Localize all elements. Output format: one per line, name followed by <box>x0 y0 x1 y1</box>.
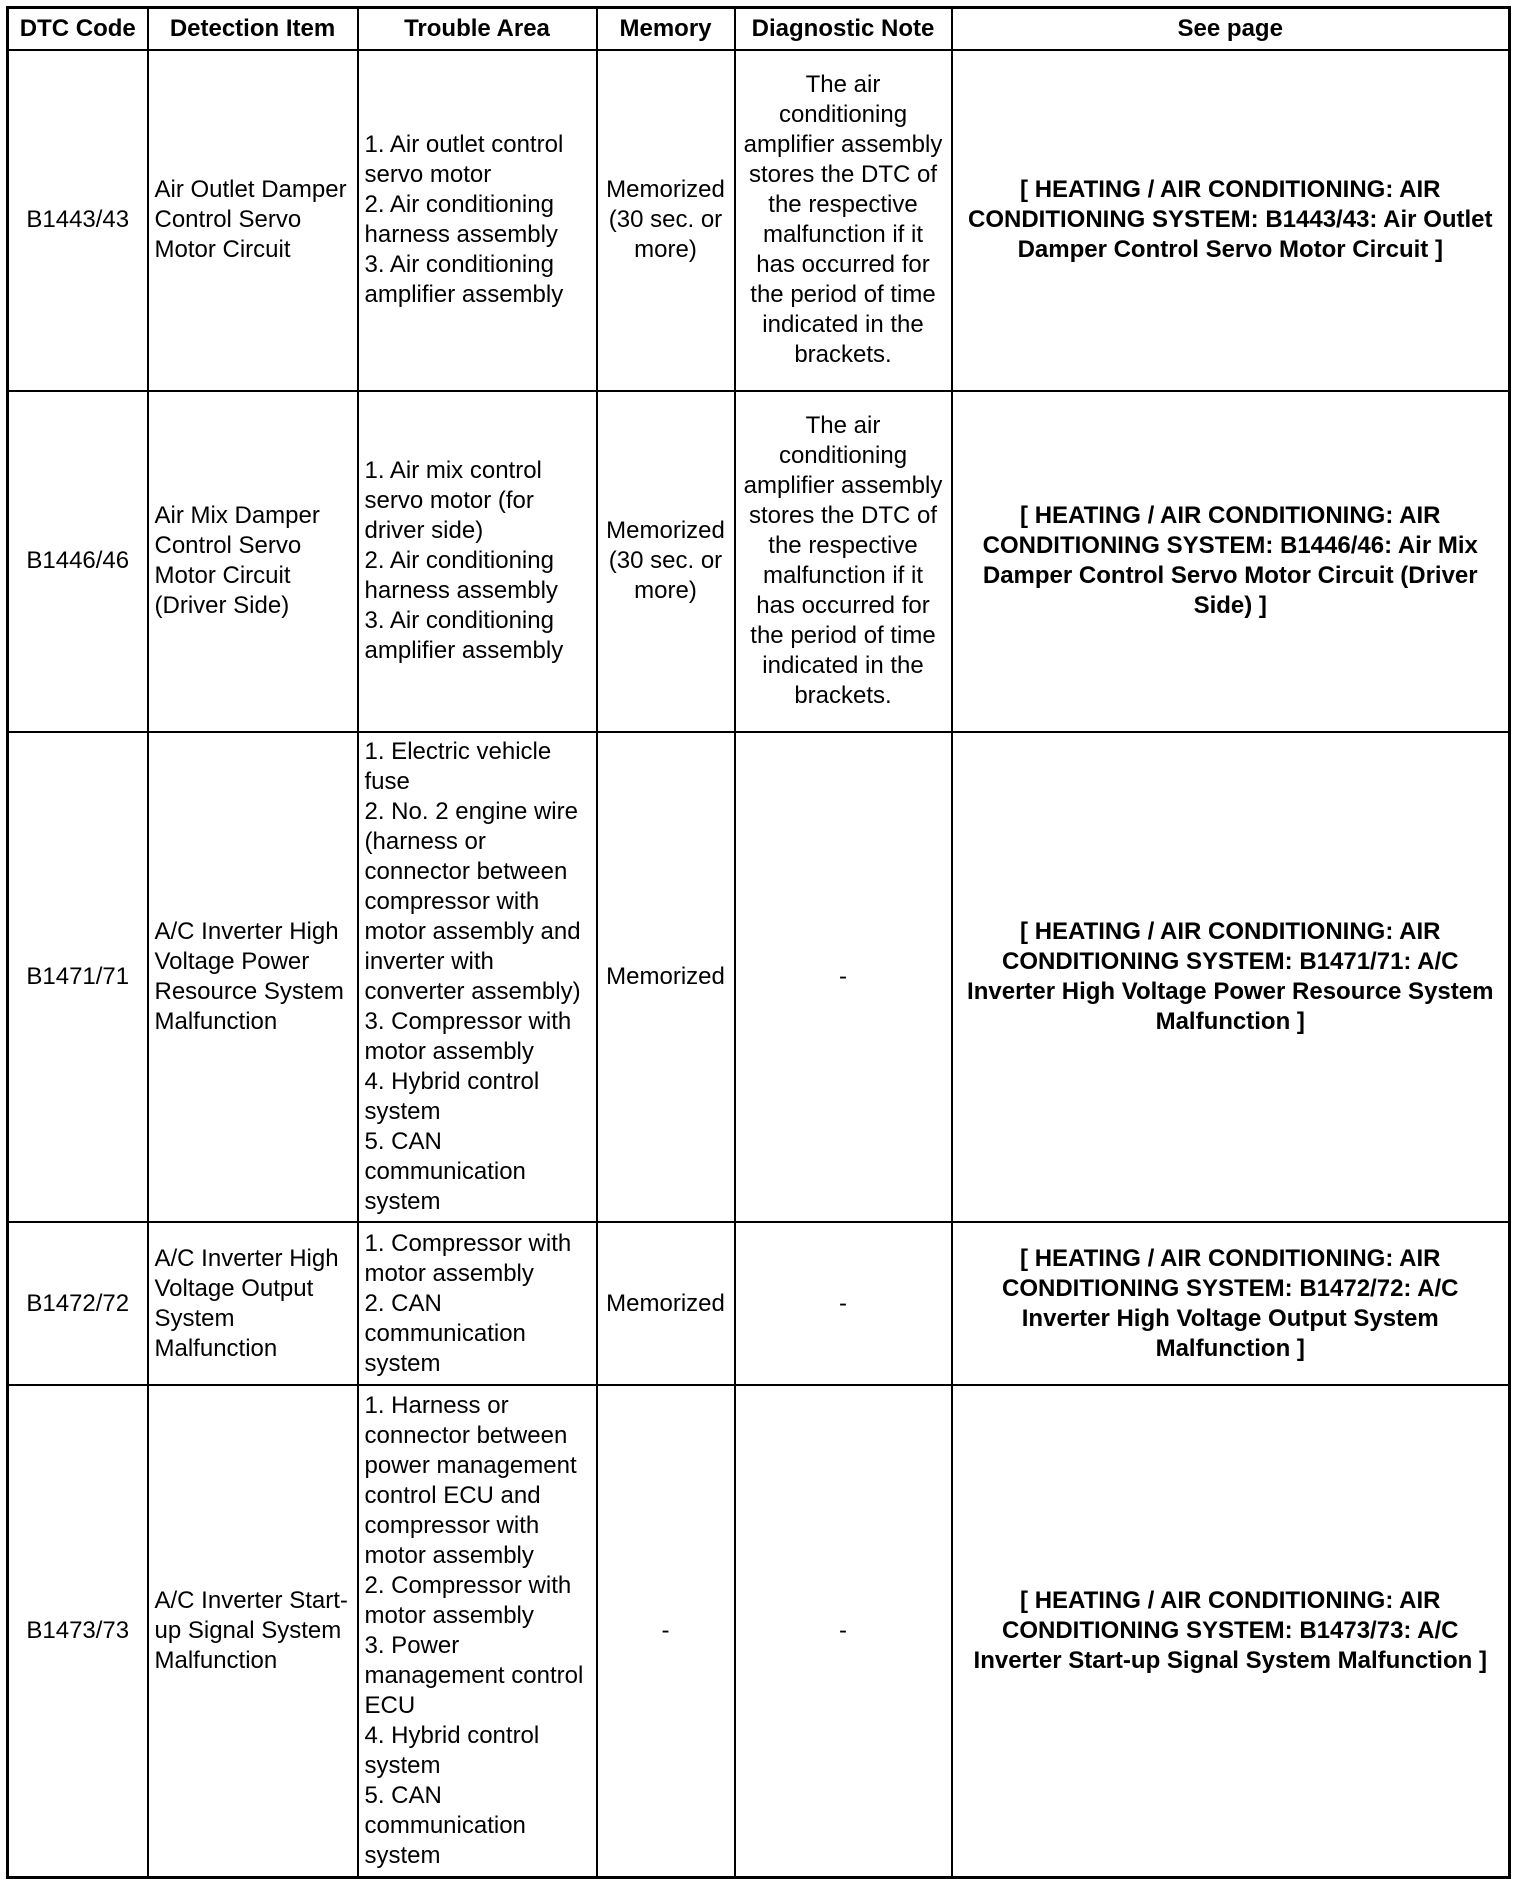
trouble-item: 1. Air outlet control servo motor <box>364 131 564 189</box>
header-memory: Memory <box>597 8 735 51</box>
trouble-item: 3. Air conditioning amplifier assembly <box>364 607 564 665</box>
trouble-item: 3. Power management control ECU <box>364 1632 584 1720</box>
see-page-link[interactable]: [ HEATING / AIR CONDITIONING: AIR CONDITIONING SYSTEM: B1443/43: Air Outlet Damper Control Servo Motor Circuit ] <box>952 50 1510 391</box>
trouble-item: 2. Air conditioning harness assembly <box>364 547 558 605</box>
trouble-area-cell <box>358 391 597 732</box>
dtc-code-cell: B1443/43 <box>8 50 148 391</box>
table-row <box>8 732 1510 1222</box>
header-detection-item: Detection Item <box>148 8 358 51</box>
detection-item-cell: A/C Inverter High Voltage Output System Malfunction <box>148 1222 358 1385</box>
trouble-area-cell <box>358 50 597 391</box>
diagnostic-note-cell: - <box>735 732 952 1222</box>
see-page-link[interactable]: [ HEATING / AIR CONDITIONING: AIR CONDITIONING SYSTEM: B1472/72: A/C Inverter High Voltage Output System Malfunction ] <box>952 1222 1510 1385</box>
trouble-item: 4. Hybrid control system <box>364 1067 540 1125</box>
dtc-code-cell: B1446/46 <box>8 391 148 732</box>
detection-item-cell: A/C Inverter High Voltage Power Resource System Malfunction <box>148 732 358 1222</box>
trouble-item: 2. Compressor with motor assembly <box>364 1572 572 1630</box>
diagnostic-note-cell: - <box>735 1222 952 1385</box>
trouble-item: 3. Air conditioning amplifier assembly <box>364 251 564 309</box>
trouble-item: 5. CAN communication system <box>364 1127 526 1215</box>
header-see-page: See page <box>952 8 1510 51</box>
trouble-item: 1. Compressor with motor assembly <box>364 1229 572 1287</box>
trouble-item: 1. Electric vehicle fuse <box>364 737 552 795</box>
memory-cell: Memorized <box>597 732 735 1222</box>
dtc-code-cell: B1473/73 <box>8 1385 148 1877</box>
trouble-area-cell <box>358 1222 597 1385</box>
header-dtc-code: DTC Code <box>8 8 148 51</box>
dtc-table <box>6 6 1511 1879</box>
diagnostic-note-cell: The air conditioning amplifier assembly stores the DTC of the respective malfunction if it has occurred for the period of time indicated in the brackets. <box>735 391 952 732</box>
memory-cell: Memorized (30 sec. or more) <box>597 391 735 732</box>
table-row <box>8 1385 1510 1877</box>
trouble-item: 1. Air mix control servo motor (for driver side) <box>364 457 542 545</box>
detection-item-cell: Air Mix Damper Control Servo Motor Circuit (Driver Side) <box>148 391 358 732</box>
trouble-area-cell <box>358 732 597 1222</box>
header-diagnostic-note: Diagnostic Note <box>735 8 952 51</box>
diagnostic-note-cell: The air conditioning amplifier assembly stores the DTC of the respective malfunction if it has occurred for the period of time indicated in the brackets. <box>735 50 952 391</box>
trouble-item: 2. CAN communication system <box>364 1289 526 1377</box>
header-row <box>8 8 1510 51</box>
trouble-item: 5. CAN communication system <box>364 1782 526 1870</box>
see-page-link[interactable]: [ HEATING / AIR CONDITIONING: AIR CONDITIONING SYSTEM: B1471/71: A/C Inverter High Voltage Power Resource System Malfunction ] <box>952 732 1510 1222</box>
header-trouble-area: Trouble Area <box>358 8 597 51</box>
table-row <box>8 1222 1510 1385</box>
see-page-link[interactable]: [ HEATING / AIR CONDITIONING: AIR CONDITIONING SYSTEM: B1446/46: Air Mix Damper Control Servo Motor Circuit (Driver Side) ] <box>952 391 1510 732</box>
trouble-item: 2. Air conditioning harness assembly <box>364 191 558 249</box>
dtc-code-cell: B1471/71 <box>8 732 148 1222</box>
memory-cell: Memorized (30 sec. or more) <box>597 50 735 391</box>
dtc-table-sheet <box>6 6 1508 1879</box>
table-row <box>8 50 1510 391</box>
trouble-item: 4. Hybrid control system <box>364 1722 540 1780</box>
detection-item-cell: A/C Inverter Start-up Signal System Malfunction <box>148 1385 358 1877</box>
see-page-link[interactable]: [ HEATING / AIR CONDITIONING: AIR CONDITIONING SYSTEM: B1473/73: A/C Inverter Start-up Signal System Malfunction ] <box>952 1385 1510 1877</box>
trouble-item: 2. No. 2 engine wire (harness or connector between compressor with motor assembly and inverter with converter assembly) <box>364 797 581 1005</box>
trouble-item: 1. Harness or connector between power management control ECU and compressor with motor assembly <box>364 1392 577 1570</box>
memory-cell: Memorized <box>597 1222 735 1385</box>
table-row <box>8 391 1510 732</box>
detection-item-cell: Air Outlet Damper Control Servo Motor Circuit <box>148 50 358 391</box>
dtc-code-cell: B1472/72 <box>8 1222 148 1385</box>
trouble-item: 3. Compressor with motor assembly <box>364 1007 572 1065</box>
trouble-area-cell <box>358 1385 597 1877</box>
memory-cell: - <box>597 1385 735 1877</box>
diagnostic-note-cell: - <box>735 1385 952 1877</box>
